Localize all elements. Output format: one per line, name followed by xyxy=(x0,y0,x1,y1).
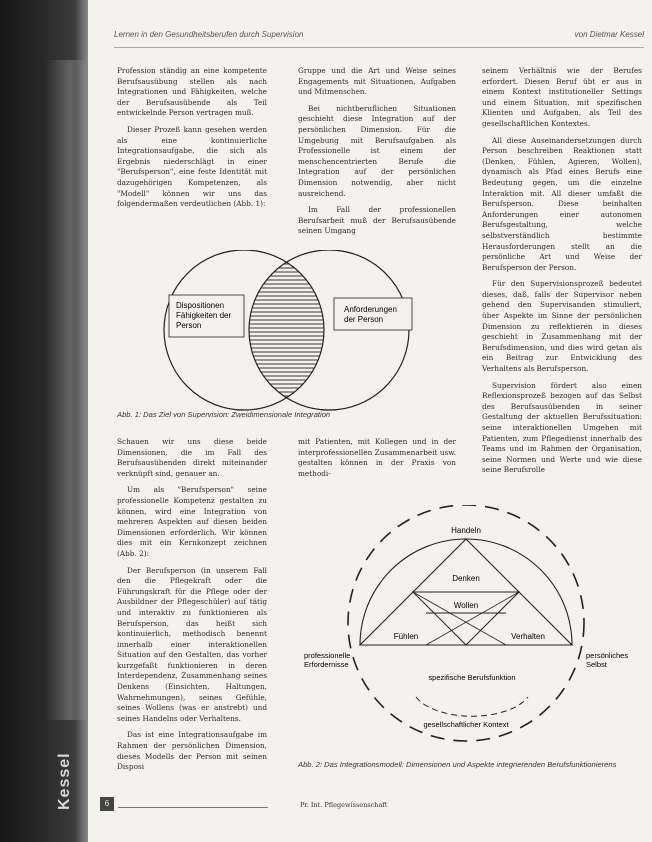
label-wollen: Wollen xyxy=(453,601,479,610)
label-bottom-outer: gesellschaftlicher Kontext xyxy=(423,720,509,729)
inner-arc xyxy=(416,697,528,716)
paragraph: Gruppe und die Art und Weise seines Engagements mit Situationen, Aufgaben und Mitmenschen. xyxy=(298,66,456,97)
label-right-outer: persönliches Selbst xyxy=(586,651,629,669)
column-2-top xyxy=(298,66,456,243)
figure-2-integration-model xyxy=(296,505,646,755)
page-number: 6 xyxy=(100,797,114,811)
header-rule xyxy=(114,47,644,48)
figure-2-caption: Abb. 2: Das Integrationsmodell: Dimensionen und Aspekte integrierenden Berufsfunktionierens xyxy=(298,760,617,769)
paragraph: Um als "Berufsperson" seine professionelle Kompetenz gestalten zu können, wird eine Integration von mehreren Aspekten auf diesen beiden Dimensionen erforderlich. Wir können dies mit ein Kernkonzept zeichnen (Abb. 2): xyxy=(117,485,267,558)
inner-triangle xyxy=(413,592,519,645)
label-left-outer: professionelle Erfordernisse xyxy=(304,651,351,669)
paragraph: seinem Verhältnis wie der Berufes erfordert. Diesen Beruf übt er aus in einem Kontext institutioneller Settings und einem Situation, mit spezifischen Klienten und Aufgaben, als Teil des gesellschaftlichen Kontextes. xyxy=(482,66,642,128)
column-1-top xyxy=(117,66,267,216)
right-box-label: Anforderungen der Person xyxy=(344,305,397,324)
outer-dashed-circle xyxy=(348,505,584,741)
paragraph: Der Berufsperson (in unserem Fall den die Pflegekraft oder die Führungskraft für die Pflege oder der Ausbildner der Pflegeschüler) auf tätig und interaktiv zu funktionieren als Berufsperson, das heißt sich kontinuierlich, methodisch benennt innerhalb einer interaktionellen Situation auf den Gestalten, das vorher kurzgefaßt funktionieren in deren Interdependenz, Zusammenhang seines Denkens (Einsichten, Haltungen, Wahrnehmungen), seines Gefühle, seines Wollens (was er anstrebt) und seines Handelns oder Verhaltens. xyxy=(117,565,267,723)
paragraph: Schauen wir uns diese beide Dimensionen, die im Fall des Berufsausübenden direkt miteinander verknüpft sind, genauer an. xyxy=(117,437,267,478)
column-3 xyxy=(482,66,642,482)
paragraph: Das ist eine Integrationsaufgabe im Rahmen der persönlichen Dimension, dieses Modells der Person mit seinen Disposi xyxy=(117,730,267,772)
paragraph: Für den Supervisionsprozeß bedeutet dieses, daß, falls der Supervisor neben gehend den Supervisanden stimuliert, über Aspekte im Sinne der persönlichen Dimension zu reflektieren in dieses geschieht in Zusammenhang mit der Berufsdimension, und dies wird getan als ein Beitrag zur Entwicklung des Verhaltens als Berufsperson. xyxy=(482,279,642,374)
label-denken: Denken xyxy=(452,574,480,583)
label-handeln: Handeln xyxy=(451,526,481,535)
running-header xyxy=(114,30,644,44)
right-box xyxy=(334,298,412,330)
column-2-bottom xyxy=(298,437,456,485)
binding-edge xyxy=(0,0,88,842)
label-fuehlen: Fühlen xyxy=(393,632,419,641)
paragraph: mit Patienten, mit Kollegen und in der interprofessionellen Zusammenarbeit usw. gestalten können in der Praxis von methodi- xyxy=(298,437,456,478)
left-box-label: Dispositionen Fähigkeiten der Person xyxy=(176,301,232,330)
paragraph: All diese Auseinandersetzungen durch Person beschreiben Reaktionen statt (Denken, Fühlen, Agieren, Wollen), dynamisch als Pfad eines Berufs eine Bedeutung gegen, um die einzelne Interaktion mit. All dieser umfaßt die Berufsperson. Diese beinhalten Anforderungen einer autonomen Berufsgestaltung, welche selbstverständlich bestimmte Herausforderungen stellt an die persönliche Art und Weise der Berufsperson der Person. xyxy=(482,135,642,272)
publication-name: Pr. Int. Pflegewissenschaft xyxy=(300,801,388,809)
label-bottom-inner: spezifische Berufsfunktion xyxy=(428,673,516,682)
paragraph: Im Fall der professionellen Berufsarbeit muß der Berufsausübende seinen Umgang xyxy=(298,205,456,236)
figure-1-venn xyxy=(114,250,464,425)
footer-rule xyxy=(118,807,268,808)
column-1-bottom xyxy=(117,437,267,779)
header-author: von Dietmar Kessel xyxy=(574,30,644,39)
paragraph: Supervision fördert also einen Reflexionsprozeß bezogen auf das Selbst des Berufsausübenden in seiner Gestaltung der aktuellen Berufssituation: seine interaktionellen Umgehen mit Patienten, zum Pflegedienst innerhalb des Teams und im Rahmen der Organisation, seine Normen und Werte und wie diese seine Berufsrolle xyxy=(482,380,642,475)
paragraph: Dieser Prozeß kann gesehen werden als eine kontinuierliche Integrationsaufgabe, die sich als Ergebnis niederschlägt in einer "Berufsperson", eine feste Identität mit dazugehörigen Kompetenzen, als "Modell" können wir uns das folgendermaßen verdeutlichen (Abb. 1): xyxy=(117,124,267,209)
paragraph: Bei nichtberuflichen Situationen geschieht diese Integration auf der persönlichen Dimension. Für die Umgebung mit Berufsaufgaben als Professionelle ist einem der menschencentrierten Berufe die Integration auf der persönlichen Dimension notwendig, aber nicht ausreichend. xyxy=(298,103,456,198)
header-title: Lernen in den Gesundheitsberufen durch Supervision xyxy=(114,30,304,39)
figure-1-caption: Abb. 1: Das Ziel von Supervision: Zweidimensionale Integration xyxy=(117,410,331,419)
spine-logo: Kessel xyxy=(56,752,73,810)
label-verhalten: Verhalten xyxy=(511,632,545,641)
paragraph: Profession ständig an eine kompetente Berufsausübung stellen als nach Integrationen und Fähigkeiten, welche der Berufsausübende als Teil entwickelnde Person vertragen muß. xyxy=(117,66,267,118)
